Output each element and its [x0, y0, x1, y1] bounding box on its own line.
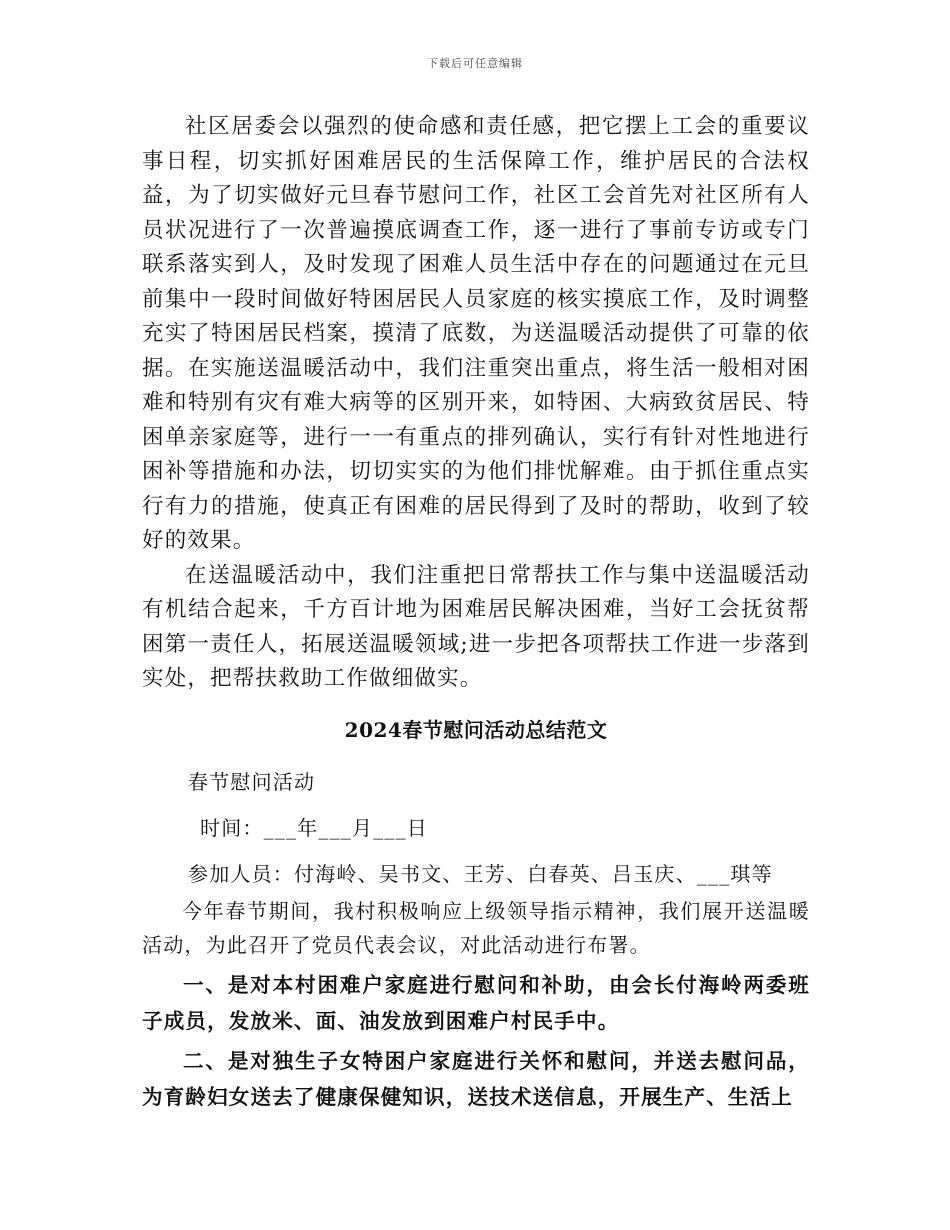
- participants-line: 参加人员：付海岭、吴书文、王芳、白春英、吕玉庆、___琪等: [188, 861, 773, 886]
- header-note: 下载后可任意编辑: [427, 57, 523, 70]
- paragraph-item-two: 二、是对独生子女特困户家庭进行关怀和慰问，并送去慰问品，为育龄妇女送去了健康保健知识，送技术送信息，开展生产、生活上: [142, 1048, 810, 1109]
- paragraph-item-one: 一、是对本村困难户家庭进行慰问和补助，由会长付海岭两委班子成员，发放米、面、油发放到困难户村民手中。: [142, 972, 810, 1033]
- activity-name: 春节慰问活动: [188, 769, 316, 794]
- paragraph-warmth-activity: 在送温暖活动中，我们注重把日常帮扶工作与集中送温暖活动有机结合起来，千方百计地为困难居民解决困难，当好工会抚贫帮困第一责任人，拓展送温暖领域;进一步把各项帮扶工作进一步落到实处，把帮扶救助工作做细做实。: [142, 562, 810, 691]
- section-title: 2024春节慰问活动总结范文: [344, 717, 608, 742]
- paragraph-community-work: 社区居委会以强烈的使命感和责任感，把它摆上工会的重要议事日程，切实抓好困难居民的生活保障工作，维护居民的合法权益，为了切实做好元旦春节慰问工作，社区工会首先对社区所有人员状况进行了一次普遍摸底调查工作，逐一进行了事前专访或专门联系落实到人，及时发现了困难人员生活中存在的问题通过在元旦前集中一段时间做好特困居民人员家庭的核实摸底工作，及时调整充实了特困居民档案，摸清了底数，为送温暖活动提供了可靠的依据。在实施送温暖活动中，我们注重突出重点，将生活一般相对困难和特别有灾有难大病等的区别开来，如特困、大病致贫居民、特困单亲家庭等，进行一一有重点的排列确认，实行有针对性地进行困补等措施和办法，切切实实的为他们排忧解难。由于抓住重点实行有力的措施，使真正有困难的居民得到了及时的帮助，收到了较好的效果。: [142, 114, 810, 553]
- time-line: 时间：___年___月___日: [200, 815, 428, 840]
- paragraph-intro: 今年春节期间，我村积极响应上级领导指示精神，我们展开送温暖活动，为此召开了党员代表会议，对此活动进行布署。: [142, 898, 810, 957]
- document-body: [142, 110, 810, 1115]
